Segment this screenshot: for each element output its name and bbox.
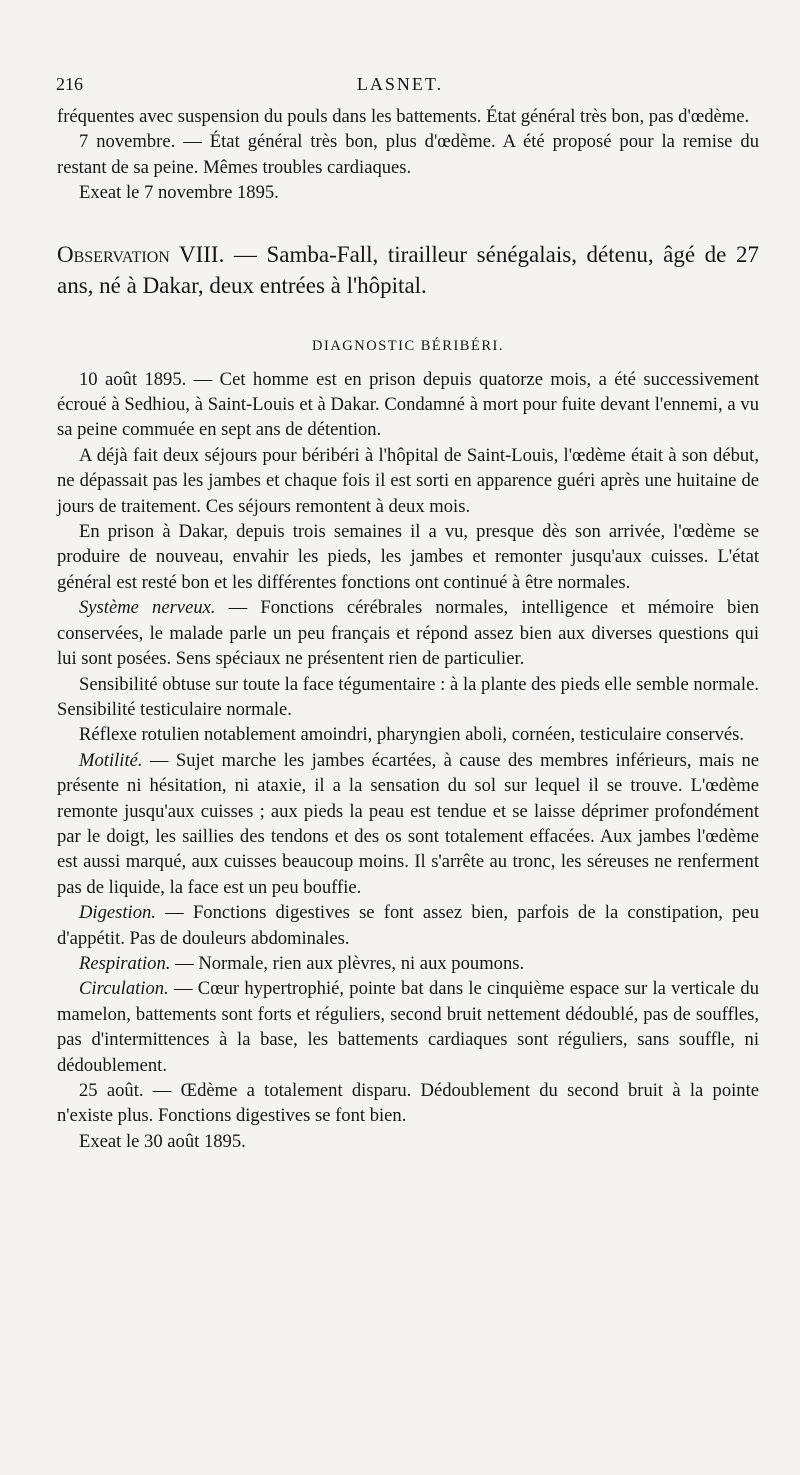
section-text-digestion: — Fonctions digestives se font assez bien, parfois de la constipation, peu d'appétit. Pas de douleurs abdominales.: [57, 902, 759, 949]
paragraph-november: 7 novembre. — État général très bon, plus d'œdème. A été proposé pour la remise du restant de sa peine. Mêmes troubles cardiaques.: [57, 131, 759, 178]
section-label-nervous: Système nerveux.: [79, 597, 216, 619]
section-text-respiration: — Normale, rien aux plèvres, ni aux poumons.: [170, 952, 525, 974]
observation-title: — Samba-Fall, tirailleur sénégalais, détenu, âgé de 27 ans, né à Dakar, deux entrées à l'hôpital.: [57, 241, 759, 298]
continuation-paragraph: fréquentes avec suspension du pouls dans les battements. État général très bon, pas d'œdème.: [57, 106, 750, 127]
paragraph-digestion: [57, 900, 759, 951]
diagnostic-heading: DIAGNOSTIC BÉRIBÉRI.: [312, 337, 504, 354]
paragraph-circulation: [57, 976, 759, 1078]
running-title: LASNET.: [356, 74, 444, 94]
observation-heading: [57, 239, 759, 301]
paragraph-motility: [57, 748, 759, 900]
observation-label: Observation VIII.: [57, 241, 225, 267]
section-label-circulation: Circulation.: [79, 978, 169, 1000]
section-label-motility: Motilité.: [79, 749, 143, 771]
page-header: [56, 74, 744, 100]
paragraph-history: A déjà fait deux séjours pour béribéri à l'hôpital de Saint-Louis, l'œdème était à son début, ne dépassait pas les jambes et chaque fois il est sorti en apparence guéri après une huitaine de jours de traitement. Ces séjours remontent à deux mois.: [57, 444, 759, 517]
page-body: [57, 104, 759, 1154]
paragraph-nervous-system: [57, 595, 759, 671]
section-text-circulation: — Cœur hypertrophié, pointe bat dans le cinquième espace sur la verticale du mamelon, battements sont forts et réguliers, second bruit nettement dédoublé, pas de souffles, pas d'intermittences à la base, les battements cardiaques sont réguliers, sans souffle, ni dédoublement.: [57, 978, 759, 1076]
paragraph-exeat-november: Exeat le 7 novembre 1895.: [79, 182, 279, 204]
paragraph-exeat-august: Exeat le 30 août 1895.: [79, 1130, 246, 1152]
paragraph-admission: 10 août 1895. — Cet homme est en prison depuis quatorze mois, a été successivement écroué à Sedhiou, à Saint-Louis et à Dakar. Condamné à mort pour fuite devant l'ennemi, a vu sa peine commuée en sept ans de détention.: [57, 368, 759, 441]
paragraph-respiration: [57, 951, 759, 976]
paragraph-august-25: 25 août. — Œdème a totalement disparu. Dédoublement du second bruit à la pointe n'existe plus. Fonctions digestives se font bien.: [57, 1080, 759, 1127]
section-label-digestion: Digestion.: [79, 902, 156, 924]
section-text-motility: — Sujet marche les jambes écartées, à cause des membres inférieurs, mais ne présente ni hésitation, ni ataxie, il a la sensation du sol sur lequel il se trouve. L'œdème remonte jusqu'aux cuisses ; aux pieds la peau est tendue et se laisse déprimer profondément par le doigt, les saillies des tendons et des os sont totalement effacées. Aux jambes l'œdème est aussi marqué, aux cuisses beaucoup moins. Il s'arrête au tronc, les séreuses ne renferment pas de liquide, la face est un peu bouffie.: [57, 749, 759, 898]
paragraph-prison: En prison à Dakar, depuis trois semaines il a vu, presque dès son arrivée, l'œdème se produire de nouveau, envahir les pieds, les jambes et remonter jusqu'aux cuisses. L'état général est resté bon et les différentes fonctions ont continué à être normales.: [57, 521, 759, 593]
paragraph-sensibility: Sensibilité obtuse sur toute la face tégumentaire : à la plante des pieds elle semble normale. Sensibilité testiculaire normale.: [57, 673, 759, 720]
page-number: 216: [56, 74, 83, 94]
paragraph-reflexes: Réflexe rotulien notablement amoindri, pharyngien aboli, cornéen, testiculaire conservés.: [79, 724, 745, 746]
section-label-respiration: Respiration.: [79, 952, 171, 974]
section-text-nervous: — Fonctions cérébrales normales, intelligence et mémoire bien conservées, le malade parle un peu français et répond assez bien aux diverses questions qui lui sont posées. Sens spéciaux ne présentent rien de particulier.: [57, 597, 760, 670]
